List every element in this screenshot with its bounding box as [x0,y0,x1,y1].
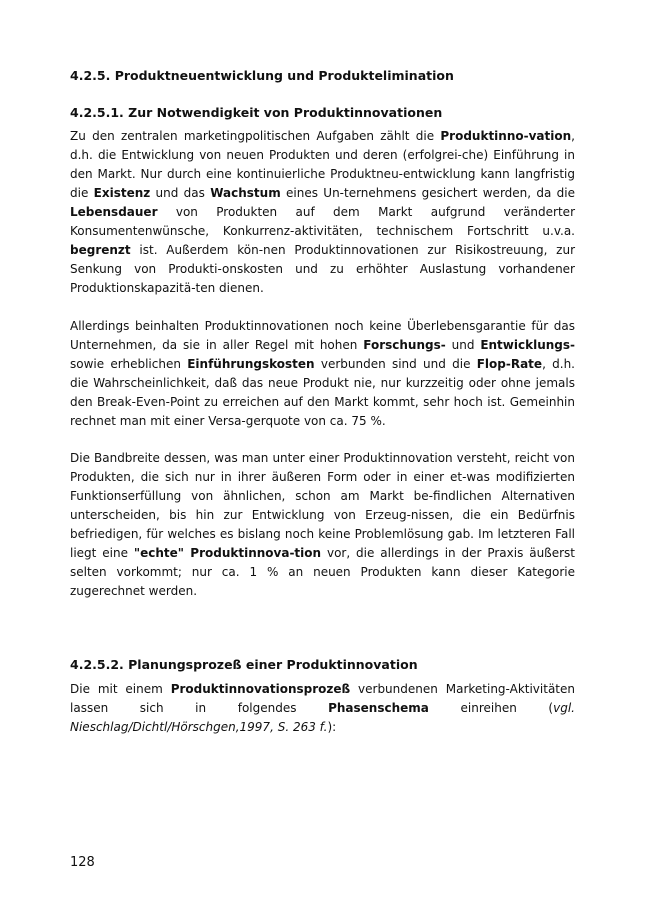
text-span: , d.h. die Entwicklung von neuen Produkten und deren (erfolgrei-che) Einführung in den Markt. Nur durch eine kontinuierliche Produktneu-entwicklung kann langfristig die [70,129,575,200]
bold-term: Phasenschema [328,701,429,715]
bold-term: "echte" Produktinnova-tion [133,546,322,560]
paragraph-1 [70,127,575,298]
text-span: Allerdings beinhalten Produktinnovationen noch keine Überlebensgarantie für das Unternehmen, da sie in aller Regel mit hohen [70,319,575,352]
text-span: ): [327,720,337,734]
bold-term: Wachstum [210,186,281,200]
bold-term: Entwicklungs- [480,338,575,352]
page-number: 128 [70,855,95,870]
text-span: von Produkten auf dem Markt aufgrund veränderter Konsumentenwünsche, Konkurrenz-aktivitäten, technischem Fortschritt u.v.a. [70,205,575,238]
bold-term: Produktinno-vation [440,129,572,143]
paragraph-2 [70,317,575,431]
text-span: verbunden sind und die [314,357,477,371]
subsection-heading-1: 4.2.5.1. Zur Notwendigkeit von Produktinnovationen [70,105,443,120]
text-span: Zu den zentralen marketingpolitischen Aufgaben zählt die [70,129,441,143]
text-span: verbundenen Marketing-Aktivitäten lassen sich in folgendes [70,682,575,715]
section-heading: 4.2.5. Produktneuentwicklung und Produktelimination [70,68,454,83]
subsection-heading-2: 4.2.5.2. Planungsprozeß einer Produktinnovation [70,657,418,672]
text-span: , d.h. die Wahrscheinlichkeit, daß das neue Produkt nie, nur kurzzeitig oder ohne jemals den Break-Even-Point zu erreichen auf den Markt kommt, sehr hoch ist. Gemeinhin rechnet man mit einer Versa-gerquote von ca. 75 %. [70,357,575,428]
text-span: Die Bandbreite dessen, was man unter einer Produktinnovation versteht, reicht von Produkten, die sich nur in ihrer äußeren Form oder in einer et-was modifizierten Funktionserfüllung von ähnlichen, schon am Markt be-findlichen Alternativen unterscheiden, bis hin zur Entwicklung von Erzeug-nissen, die ein Bedürfnis befriedigen, für welches es bislang noch keine Problemlösung gab. Im letzteren Fall liegt eine [70,451,575,560]
text-span: sowie erheblichen [70,357,188,371]
bold-term: Lebensdauer [70,205,158,219]
text-span: vor, die allerdings in der Praxis äußerst selten vorkommt; nur ca. 1 % an neuen Produkten kann dieser Kategorie zugerechnet werden. [70,546,576,598]
text-span: und das [150,186,211,200]
bold-term: Forschungs- [363,338,446,352]
text-span: und [445,338,481,352]
bold-term: Flop-Rate [476,357,543,371]
text-span: eines Un-ternehmens gesichert werden, da die [280,186,575,200]
text-span: Die mit einem [70,682,171,696]
text-span: ist. Außerdem kön-nen Produktinnovationen zur Risikostreuung, zur Senkung von Produkti-onskosten und zu erhöhter Auslastung vorhandener Produktionskapazitä-ten dienen. [70,243,575,295]
bold-term: begrenzt [70,243,131,257]
bold-term: Produktinnovationsprozeß [170,682,351,696]
paragraph-3 [70,449,575,601]
text-span: einreihen ( [428,701,554,715]
bold-term: Existenz [93,186,151,200]
bold-term: Einführungskosten [187,357,315,371]
citation: vgl. Nieschlag/Dichtl/Hörschgen,1997, S. 263 f. [70,701,575,734]
paragraph-4 [70,680,575,737]
